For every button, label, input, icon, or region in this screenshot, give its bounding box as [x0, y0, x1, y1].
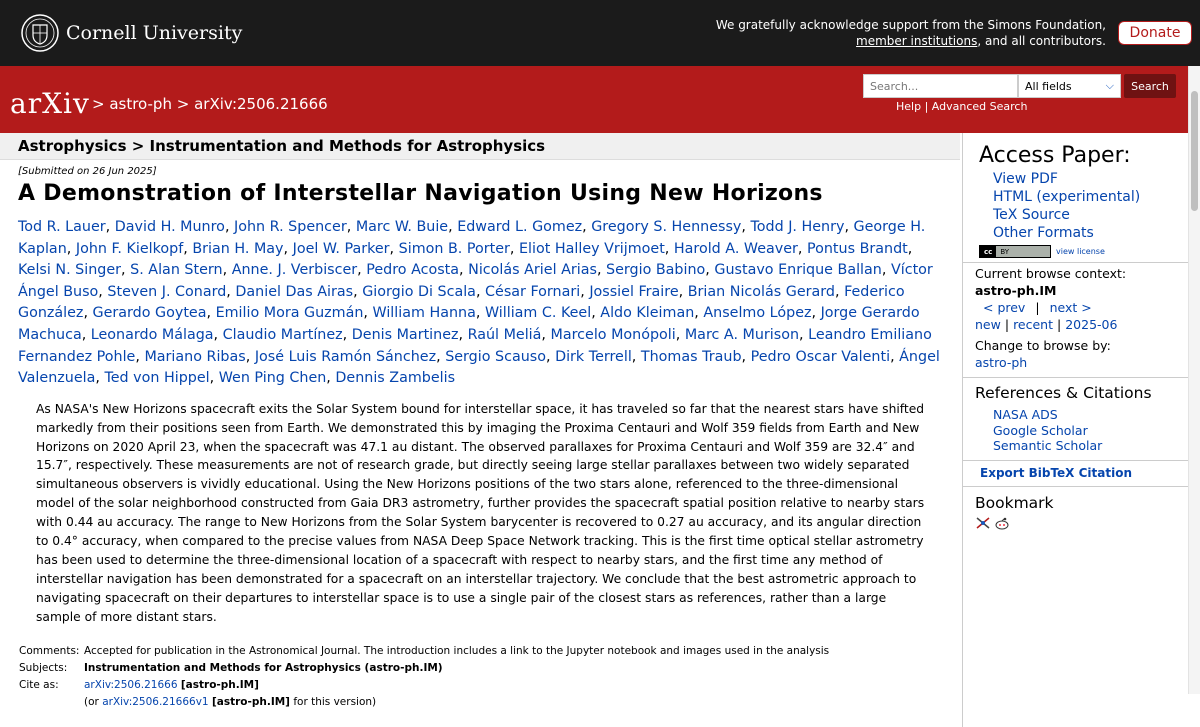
author-link[interactable]: John R. Spencer [234, 219, 347, 235]
author-link[interactable]: S. Alan Stern [130, 262, 223, 279]
support-text [716, 17, 1106, 49]
search-button[interactable]: Search [1124, 74, 1176, 98]
author-link[interactable]: Todd J. Henry [750, 219, 845, 235]
recent-link[interactable]: recent [1013, 317, 1054, 332]
cite-value [84, 677, 259, 694]
view-license-link[interactable]: view license [1056, 247, 1105, 256]
author-link[interactable]: Eliot Halley Vrijmoet [518, 240, 665, 257]
author-list: Tod R. Lauer, David H. Munro, John R. Spencer, Marc W. Buie, Edward L. Gomez, Gregory S. Hennessy, Todd J. Henry, George H. Kaplan, John F. Kielkopf, Brian H. May, Joel W. Parker, Simon B. Porter, Eliot Halley Vrijmoet, Harold A. Weaver, Pontus Brandt, Kelsi N. Singer, S. Alan Stern, Anne. J. Verbiscer, Pedro Acosta, Nicolás Ariel Arias, Sergio Babino, Gustavo Enrique Ballan, Víctor Ángel Buso, Steven J. Conard, Daniel Das Airas, Giorgio Di Scala, César Fornari, Jossiel Fraire, Brian Nicolás Gerard, Federico González, Gerardo Goytea, Emilio Mora Guzmán, William Hanna, William C. Keel, Aldo Kleiman, Anselmo López, Jorge Gerardo Machuca, Leonardo Málaga, Claudio Martínez, Denis Martinez, Raúl Meliá, Marcelo Monópoli, Marc A. Murison, Leandro Emiliano Fernandez Pohle, Mariano Ribas, José Luis Ramón Sánchez, Sergio Scauso, Dirk Terrell, Thomas Traub, Pedro Oscar Valenti, Ángel Valenzuela, Ted von Hippel, Wen Ping Chen, Dennis Zambelis [18, 219, 940, 387]
cite-alt-row [19, 694, 960, 711]
author-link[interactable]: Giorgio Di Scala [362, 283, 476, 300]
author-link[interactable]: Ted von Hippel [104, 370, 210, 387]
cite-id-link[interactable]: arXiv:2506.21666 [84, 678, 178, 691]
google-scholar-link[interactable]: Google Scholar [993, 422, 1088, 438]
bibtex-box [962, 461, 1200, 487]
export-bibtex-link[interactable]: Export BibTeX Citation [980, 465, 1133, 480]
browse-context-box [962, 263, 1200, 378]
author-link[interactable]: Leonardo Málaga [90, 326, 214, 343]
cite-alt-prefix: (or [84, 695, 103, 708]
author-link[interactable]: Harold A. Weaver [673, 240, 798, 257]
scrollbar-thumb[interactable] [1191, 91, 1198, 211]
cornell-header [0, 0, 1200, 66]
bibsonomy-icon[interactable] [975, 516, 991, 530]
author-link[interactable]: Jossiel Fraire [589, 283, 679, 300]
author-link[interactable]: Daniel Das Airas [235, 283, 354, 300]
support-line-2-rest: , and all contributors. [977, 34, 1106, 48]
author-link[interactable]: José Luis Ramón Sánchez [254, 348, 437, 365]
cite-alt-category: [astro-ph.IM] [211, 695, 290, 708]
author-link[interactable]: Emilio Mora Guzmán [215, 305, 364, 322]
author-link[interactable]: Víctor Ángel Buso [18, 262, 933, 300]
author-link[interactable]: Gerardo Goytea [92, 305, 207, 322]
references-links [993, 407, 1200, 454]
author-link[interactable]: Brian Nicolás Gerard [687, 283, 835, 300]
subjects-value [84, 660, 443, 677]
comments-label: Comments: [19, 644, 80, 657]
author-link[interactable]: Leandro Emiliano Fernandez Pohle [18, 326, 932, 365]
author-link[interactable]: Gregory S. Hennessy [591, 219, 742, 235]
semantic-scholar-link[interactable]: Semantic Scholar [993, 438, 1103, 453]
author-link[interactable]: Jorge Gerardo Machuca [18, 305, 920, 343]
cite-category: [astro-ph.IM] [180, 678, 259, 691]
author-link[interactable]: Edward L. Gomez [457, 219, 583, 235]
support-area [716, 17, 1192, 49]
subjects-label: Subjects: [19, 661, 68, 674]
comments-row [19, 643, 960, 660]
cite-row [19, 677, 960, 694]
help-link[interactable]: Help [896, 100, 922, 113]
author-link[interactable]: Pedro Oscar Valenti [750, 348, 891, 365]
author-link[interactable]: Aldo Kleiman [600, 305, 695, 322]
author-link[interactable]: John F. Kielkopf [75, 240, 184, 257]
cornell-name: Cornell University [66, 22, 243, 44]
author-link[interactable]: Brian H. May [192, 240, 284, 257]
browse-context-label: Current browse context: [975, 266, 1127, 281]
cornell-seal-icon [20, 13, 60, 53]
cc-mark: cc [980, 246, 996, 257]
search-field-select[interactable] [1018, 74, 1121, 98]
list-separator-1: | [1004, 317, 1010, 332]
reddit-icon[interactable] [994, 516, 1010, 530]
author-link[interactable]: William C. Keel [484, 305, 592, 322]
author-link[interactable]: Mariano Ribas [144, 348, 246, 365]
browse-prev-next [983, 299, 1200, 316]
breadcrumb-paper-id[interactable]: > arXiv:2506.21666 [176, 95, 328, 113]
subject-header: Astrophysics > Instrumentation and Methods for Astrophysics [0, 133, 960, 160]
subjects-row [19, 660, 960, 677]
chevron-down-icon: ⌵ [1105, 79, 1114, 92]
cc-by-license-icon[interactable] [979, 245, 1051, 258]
author-link[interactable]: Marc A. Murison [684, 326, 800, 343]
author-link[interactable]: Gustavo Enrique Ballan [714, 262, 882, 279]
author-link[interactable]: George H. Kaplan [18, 219, 926, 257]
author-link[interactable]: Pontus Brandt [807, 240, 908, 257]
search-field-value: All fields [1025, 80, 1072, 93]
access-paper-box [962, 133, 1200, 263]
access-links [993, 170, 1199, 242]
view-pdf-link[interactable]: View PDF [993, 171, 1058, 187]
cite-alt-suffix: for this version) [289, 695, 377, 708]
metadata-table [19, 643, 960, 711]
html-link[interactable]: HTML (experimental) [993, 189, 1141, 205]
author-link[interactable]: Ángel Valenzuela [18, 348, 940, 387]
search-input[interactable]: Search... [863, 74, 1018, 98]
author-link[interactable]: Steven J. Conard [107, 283, 227, 300]
browse-context-category: astro-ph.IM [975, 283, 1057, 298]
main-content [0, 133, 960, 708]
change-browse-label: Change to browse by: [975, 338, 1111, 353]
author-link[interactable]: David H. Munro [114, 219, 225, 235]
submission-date: [Submitted on 26 Jun 2025] [18, 166, 157, 177]
access-paper-title: Access Paper: [979, 143, 1131, 168]
author-link[interactable]: Denis Martinez [351, 326, 459, 343]
breadcrumb [92, 95, 328, 113]
cite-alt-value [84, 694, 376, 711]
author-link[interactable]: Thomas Traub [640, 348, 742, 365]
new-link[interactable]: new [975, 317, 1001, 332]
references-box [962, 378, 1200, 461]
arxiv-header [0, 66, 1200, 133]
sidebar [962, 133, 1200, 694]
prev-link[interactable]: < prev [983, 300, 1026, 315]
author-link[interactable]: Sergio Scauso [445, 348, 546, 365]
author-link[interactable]: Pedro Acosta [366, 262, 460, 279]
abstract: As NASA's New Horizons spacecraft exits the Solar System bound for interstellar space, it has traveled so far that the nearest stars have shifted markedly from their positions seen from Earth. We demonstrated this by imaging the Proxima Centauri and Wolf 359 fields from Earth and New Horizons on 2020 April 23, when the spacecraft was 47.1 au distant. The observed parallaxes for Proxima Centauri and Wolf 359 are 32.4″ and 15.7″, respectively. These measurements are not of research grade, but directly seeing large stellar parallaxes between two widely separated simultaneous observers is vividly educational. Using the New Horizons positions of the two stars alone, referenced to the three-dimensional model of the solar neighborhood constructed from Gaia DR3 astrometry, further provides the spacecraft spatial position relative to nearby stars with 0.44 au accuracy. The range to New Horizons from the Solar System barycenter is recovered to 0.27 au accuracy, and its angular direction to 0.4° accuracy, when compared to the precise values from NASA Deep Space Network tracking. This is the first time optical stellar astrometry has been used to determine the three-dimensional location of a spacecraft with respect to nearby stars, and the first time any method of interstellar navigation has been demonstrated for a spacecraft on an interstellar trajectory. We conclude that the best astrometric approach to navigating spacecraft on their departures to interstellar space is to use a single pair of the closest stars as references, rather than a large sample of more distant stars. [36, 401, 925, 624]
cite-label: Cite as: [19, 678, 59, 691]
author-link[interactable]: Joel W. Parker [292, 240, 390, 257]
author-link[interactable]: Simon B. Porter [398, 240, 510, 257]
next-link[interactable]: next > [1049, 300, 1092, 315]
help-separator: | [924, 100, 929, 113]
author-link[interactable]: Marcelo Monópoli [550, 326, 676, 343]
author-link[interactable]: Claudio Martínez [222, 326, 343, 343]
bookmark-icons [975, 516, 1200, 530]
author-link[interactable]: César Fornari [485, 283, 581, 300]
author-link[interactable]: Nicolás Ariel Arias [468, 262, 597, 279]
bookmark-title: Bookmark [975, 493, 1054, 512]
other-formats-link[interactable]: Other Formats [993, 225, 1094, 241]
comments-value: Accepted for publication in the Astronomical Journal. The introduction includes a link to the Jupyter notebook and images used in the analysis [84, 644, 830, 657]
change-browse-link[interactable]: astro-ph [975, 355, 1028, 370]
subjects-text: Instrumentation and Methods for Astrophysics (astro-ph.IM) [84, 661, 443, 674]
author-link[interactable]: Federico González [18, 283, 905, 322]
author-link[interactable]: Anselmo López [703, 305, 812, 322]
author-link[interactable]: Anne. J. Verbiscer [231, 262, 358, 279]
paper-title: A Demonstration of Interstellar Navigation Using New Horizons [18, 181, 823, 206]
license-row [979, 245, 1199, 258]
donate-button[interactable]: Donate [1118, 21, 1192, 45]
list-separator-2: | [1057, 317, 1062, 332]
author-link[interactable]: Sergio Babino [606, 262, 706, 279]
month-link[interactable]: 2025-06 [1065, 317, 1118, 332]
search-help-links [896, 100, 1027, 113]
advanced-search-link[interactable]: Advanced Search [931, 100, 1028, 113]
arxiv-logo[interactable]: arXiv [10, 87, 90, 120]
support-line-1: We gratefully acknowledge support from the Simons Foundation, [715, 18, 1106, 32]
support-line-2 [716, 33, 1106, 49]
references-title: References & Citations [975, 384, 1152, 402]
bookmark-box [962, 487, 1200, 727]
tex-source-link[interactable]: TeX Source [993, 207, 1070, 223]
author-link[interactable]: Dennis Zambelis [335, 370, 456, 387]
member-institutions-link[interactable]: member institutions [856, 34, 978, 48]
author-link[interactable]: Raúl Meliá [467, 326, 542, 343]
author-link[interactable]: Wen Ping Chen [218, 370, 327, 387]
author-link[interactable]: Marc W. Buie [355, 219, 449, 235]
cite-alt-spacer [19, 694, 84, 711]
nasa-ads-link[interactable]: NASA ADS [993, 407, 1058, 422]
browse-list-links [975, 316, 1200, 333]
by-mark: BY [1000, 247, 1010, 256]
breadcrumb-astro-ph[interactable]: > astro-ph [92, 95, 172, 113]
author-link[interactable]: Tod R. Lauer [18, 219, 106, 235]
author-link[interactable]: William Hanna [372, 305, 476, 322]
nav-separator: | [1035, 300, 1040, 315]
author-link[interactable]: Kelsi N. Singer [18, 262, 122, 279]
author-link[interactable]: Dirk Terrell [555, 348, 632, 365]
page-scrollbar[interactable] [1188, 66, 1200, 694]
cornell-logo[interactable] [20, 13, 242, 53]
cite-version-link[interactable]: arXiv:2506.21666v1 [102, 695, 209, 708]
